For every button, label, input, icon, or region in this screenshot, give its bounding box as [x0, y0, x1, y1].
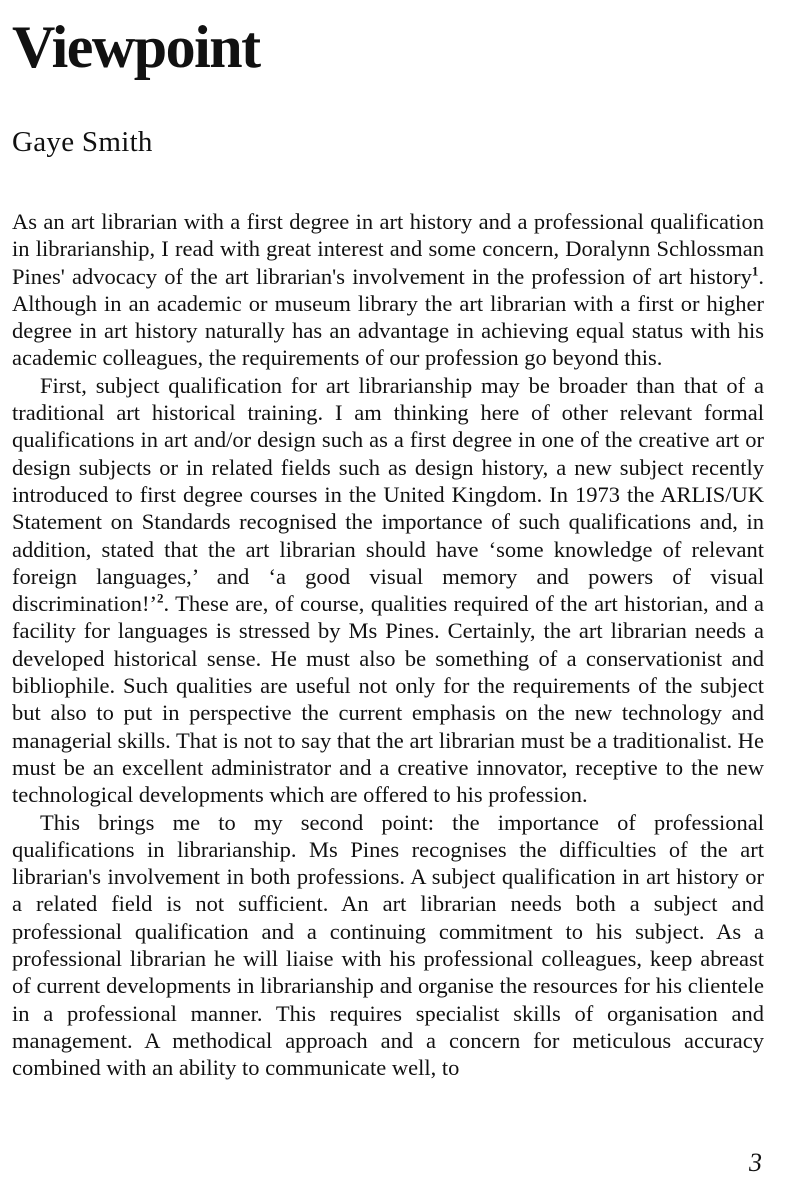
- paragraph-text: As an art librarian with a first degree in art history and a professional qualification in librarianship, I read with great interest and some concern, Doralynn Schlossman Pines' advocacy of the art librarian's involvement in the profession of art history: [12, 209, 764, 289]
- page-number: 3: [749, 1148, 762, 1177]
- author-name: Gaye Smith: [12, 126, 153, 158]
- page-title: Viewpoint: [12, 14, 260, 80]
- footnote-ref-2: 2: [156, 590, 164, 606]
- article-body: [12, 208, 764, 1082]
- paragraph-text: This brings me to my second point: the importance of professional qualifications in librarianship. Ms Pines recognises the difficulties of the art librarian's involvement in both professions. A subject qualification in art history or a related field is not sufficient. An art librarian needs both a subject and professional qualification and a continuing commitment to his subject. As a professional librarian he will liaise with his professional colleagues, keep abreast of current developments in librarianship and organise the resources for his clientele in a professional manner. This requires specialist skills of organisation and management. A methodical approach and a concern for meticulous accuracy combined with an ability to communicate well, to: [12, 809, 764, 1081]
- paragraph-3: [12, 809, 764, 1082]
- paragraph-1: [12, 208, 764, 372]
- paragraph-text: . Although in an academic or museum library the art librarian with a first or higher degree in art history naturally has an advantage in achieving equal status with his academic colleagues, the requirements of our profession go beyond this.: [12, 263, 764, 371]
- paragraph-2: [12, 372, 764, 809]
- paragraph-text: . These are, of course, qualities required of the art historian, and a facility for languages is stressed by Ms Pines. Certainly, the art librarian needs a developed historical sense. He must also be something of a conservationist and bibliophile. Such qualities are useful not only for the requirements of the subject but also to put in perspective the current emphasis on the new technology and managerial skills. That is not to say that the art librarian must be a traditionalist. He must be an excellent administrator and a creative innovator, receptive to the new technological developments which are offered to his profession.: [12, 591, 764, 808]
- paragraph-text: First, subject qualification for art librarianship may be broader than that of a traditional art historical training. I am thinking here of other relevant formal qualifications in art and/or design such as a first degree in one of the creative art or design subjects or in related fields such as design history, a new subject recently introduced to first degree courses in the United Kingdom. In 1973 the ARLIS/UK Statement on Standards recognised the importance of such qualifications and, in addition, stated that the art librarian should have ‘some knowledge of relevant foreign languages,’ and ‘a good visual memory and powers of visual discrimination!’: [12, 372, 764, 617]
- footnote-ref-1: 1: [751, 263, 759, 279]
